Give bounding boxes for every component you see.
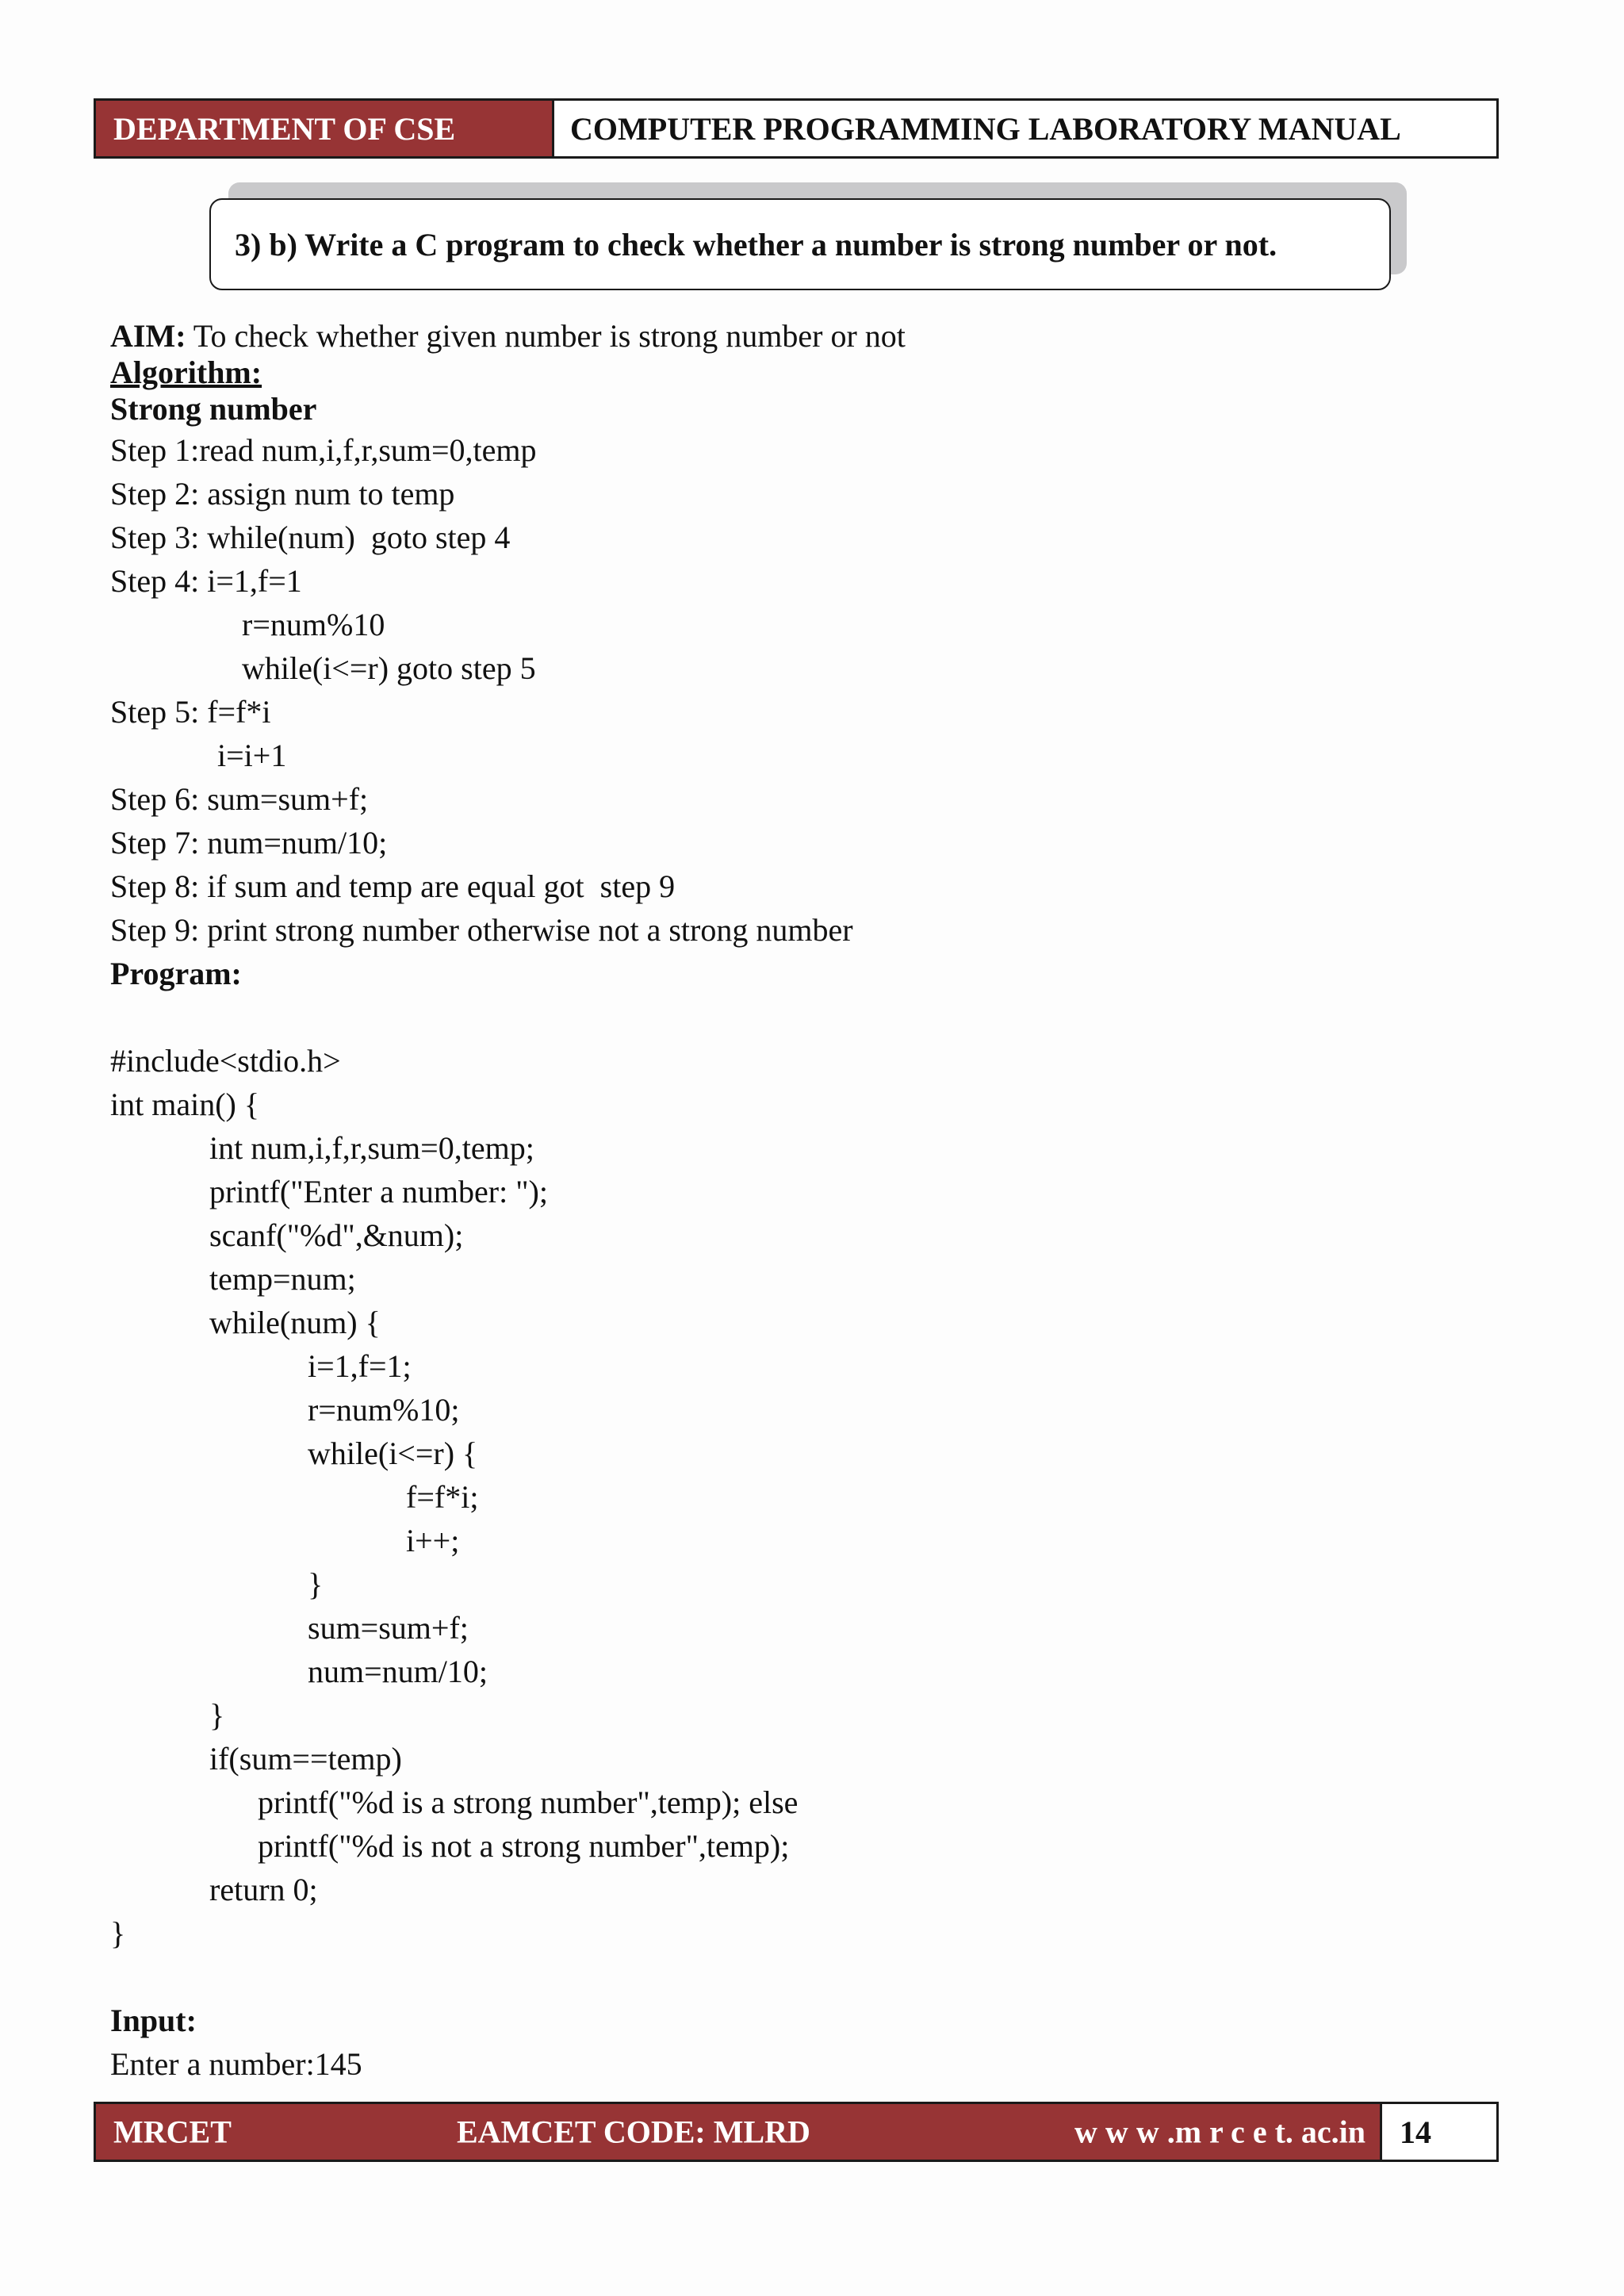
program-heading: Program: <box>110 956 242 991</box>
code-line: } <box>110 1915 126 1951</box>
code-line: int num,i,f,r,sum=0,temp; <box>209 1130 534 1166</box>
code-line: i++; <box>406 1523 460 1558</box>
algorithm-step: Step 2: assign num to temp <box>110 476 455 512</box>
algorithm-step: Step 6: sum=sum+f; <box>110 781 369 817</box>
algorithm-heading: Algorithm: <box>110 355 262 390</box>
code-line: while(i<=r) { <box>308 1435 478 1471</box>
algorithm-step: Step 5: f=f*i <box>110 694 271 730</box>
code-line: } <box>308 1566 324 1602</box>
algorithm-step: Step 1:read num,i,f,r,sum=0,temp <box>110 432 537 468</box>
exercise-title-box <box>209 198 1391 290</box>
code-line: sum=sum+f; <box>308 1610 469 1646</box>
algorithm-step: i=i+1 <box>217 738 287 773</box>
code-line: temp=num; <box>209 1261 356 1297</box>
page-header <box>94 98 1499 159</box>
exercise-title: 3) b) Write a C program to check whether a number is strong number or not. <box>235 226 1277 263</box>
code-line: scanf("%d",&num); <box>209 1217 464 1253</box>
footer-college: MRCET <box>113 2114 232 2150</box>
footer-website: w w w .m r c e t. ac.in <box>1074 2114 1365 2150</box>
code-line: printf("%d is not a strong number",temp); <box>258 1828 790 1864</box>
algorithm-subheading: Strong number <box>110 391 317 427</box>
page-number: 14 <box>1382 2104 1496 2160</box>
code-line: printf("%d is a strong number",temp); else <box>258 1784 799 1820</box>
code-line: i=1,f=1; <box>308 1348 412 1384</box>
algorithm-step: Step 3: while(num) goto step 4 <box>110 519 511 555</box>
department-label: DEPARTMENT OF CSE <box>96 101 554 156</box>
code-line: } <box>209 1697 225 1733</box>
algorithm-step: Step 9: print strong number otherwise not a strong number <box>110 912 853 948</box>
footer-band <box>96 2104 1382 2160</box>
code-line: f=f*i; <box>406 1479 479 1515</box>
aim-text: To check whether given number is strong number or not <box>186 318 906 354</box>
code-line: while(num) { <box>209 1305 381 1340</box>
code-line: int main() { <box>110 1087 260 1122</box>
algorithm-step: Step 8: if sum and temp are equal got step 9 <box>110 868 676 904</box>
aim-label: AIM: <box>110 318 186 354</box>
manual-title: COMPUTER PROGRAMMING LABORATORY MANUAL <box>554 101 1496 156</box>
algorithm-step: Step 4: i=1,f=1 <box>110 563 302 599</box>
algorithm-step: Step 7: num=num/10; <box>110 825 388 861</box>
page-footer <box>94 2102 1499 2162</box>
code-line: num=num/10; <box>308 1654 488 1689</box>
input-text: Enter a number:145 <box>110 2046 362 2082</box>
code-line: #include<stdio.h> <box>110 1043 341 1079</box>
aim-line <box>110 320 906 352</box>
algorithm-step: r=num%10 <box>242 607 385 642</box>
algorithm-step: while(i<=r) goto step 5 <box>242 650 536 686</box>
code-line: r=num%10; <box>308 1392 460 1428</box>
code-line: return 0; <box>209 1872 318 1907</box>
footer-eamcet-code: EAMCET CODE: MLRD <box>457 2114 810 2150</box>
input-heading: Input: <box>110 2003 197 2038</box>
code-line: printf("Enter a number: "); <box>209 1174 548 1209</box>
code-line: if(sum==temp) <box>209 1741 402 1777</box>
